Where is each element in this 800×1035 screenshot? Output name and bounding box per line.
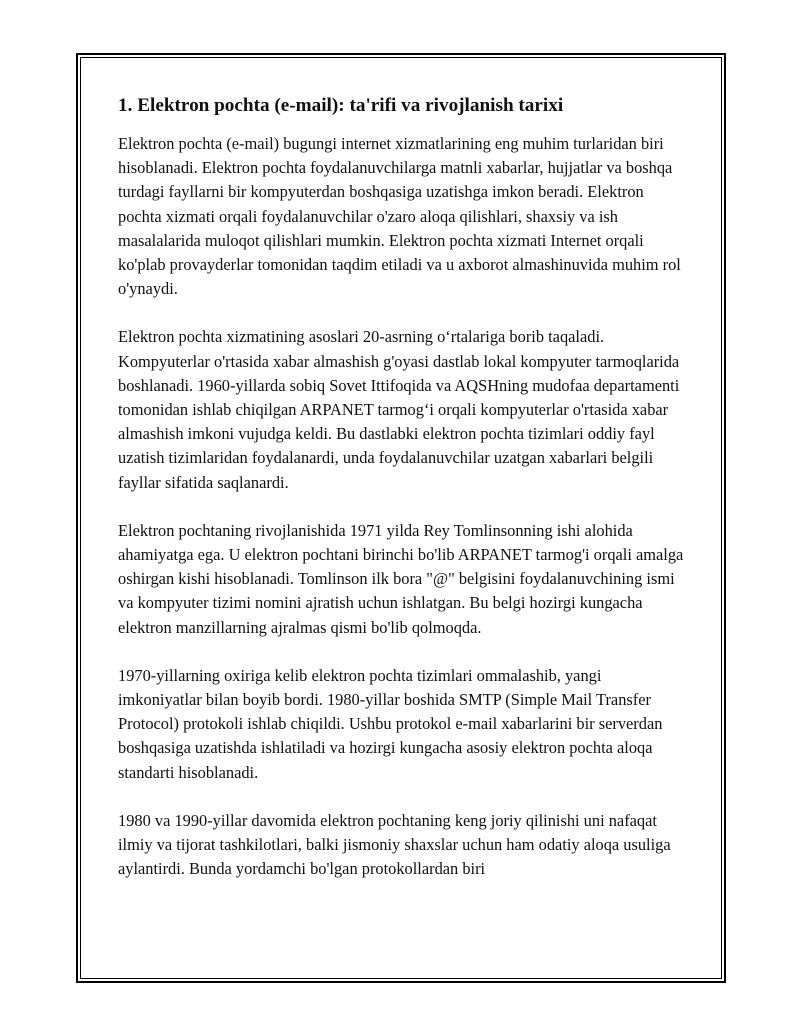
paragraph-tomlinson: Elektron pochtaning rivojlanishida 1971 yilda Rey Tomlinsonning ishi alohida ahamiyatga ega. U elektron pochtani birinchi bo'lib ARPANET tarmog'i orqali amalga oshirgan kishi hisoblanadi. Tomlinson ilk bora "@" belgisini foydalanuvchining ismi va kompyuter tizimi nomini ajratish uchun ishlatgan. Bu belgi hozirgi kungacha elektron manzillarning ajralmas qismi bo'lib qolmoqda. <box>118 520 684 637</box>
paragraph-smtp: 1970-yillarning oxiriga kelib elektron pochta tizimlari ommalashib, yangi imkoniyatlar bilan boyib bordi. 1980-yillar boshida SMTP (Simple Mail Transfer Protocol) protokoli ishlab chiqildi. Ushbu protokol e-mail xabarlarini bir serverdan boshqasiga uzatishda ishlatiladi va hozirgi kungacha asosiy elektron pochta aloqa standarti hisoblanadi. <box>118 665 663 782</box>
paragraph-origins: Elektron pochta xizmatining asoslari 20-asrning o‘rtalariga borib taqaladi. Kompyuterlar o'rtasida xabar almashish g'oyasi dastlab lokal kompyuter tarmoqlarida boshlanadi. 1960-yillarda sobiq Sovet Ittifoqida va AQSHning mudofaa departamenti tomonidan ishlab chiqilgan ARPANET tarmog‘i orqali kompyuterlar o'rtasida xabar almashish imkoni vujudga keldi. Bu dastlabki elektron pochta tizimlari oddiy fayl uzatish tizimlaridan foydalanardi, unda foydalanuvchilar uzatgan xabarlari belgili fayllar sifatida saqlanardi. <box>118 327 680 492</box>
paragraph-adoption: 1980 va 1990-yillar davomida elektron pochtaning keng joriy qilinishi uni nafaqat ilmiy va tijorat tashkilotlari, balki jismoniy shaxslar uchun ham odatiy aloqa usuliga aylantirdi. Bunda yordamchi bo'lgan protokollardan biri <box>118 810 671 879</box>
paragraph-definition: Elektron pochta (e-mail) bugungi internet xizmatlarining eng muhim turlaridan biri hisoblanadi. Elektron pochta foydalanuvchilarga matnli xabarlar, hujjatlar va boshqa turdagi fayllarni bir kompyuterdan boshqasiga uzatishga imkon beradi. Elektron pochta xizmati orqali foydalanuvchilar o'zaro aloqa qilishlari, shaxsiy va ish masalalarida muloqot qilishlari mumkin. Elektron pochta xizmati Internet orqali ko'plab provayderlar tomonidan taqdim etiladi va u axborot almashinuvida muhim rol o'ynaydi. <box>118 134 681 299</box>
section-heading: 1. Elektron pochta (e-mail): ta'rifi va rivojlanish tarixi <box>118 95 564 116</box>
document-body <box>118 92 688 905</box>
